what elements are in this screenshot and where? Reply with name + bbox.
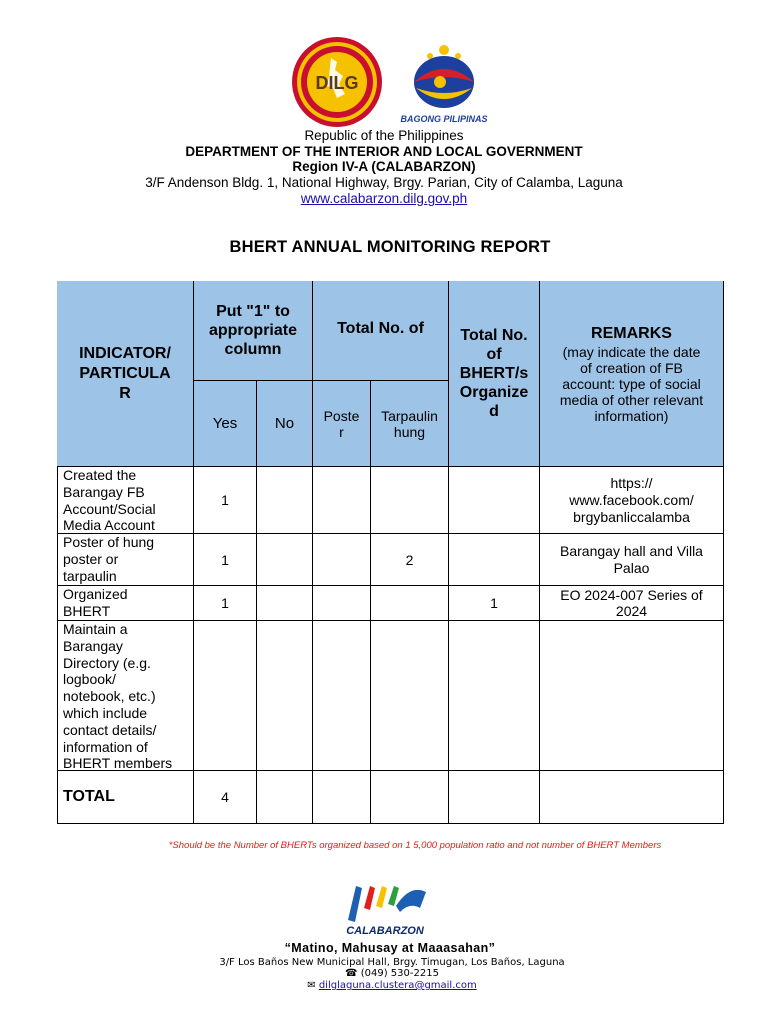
footer-email xyxy=(0,980,768,991)
total-bhert xyxy=(449,771,540,824)
cell-poster xyxy=(313,586,371,621)
cell-tarpaulin xyxy=(371,586,449,621)
header-poster: Poste r xyxy=(313,381,371,467)
cell-yes: 1 xyxy=(194,534,257,586)
cell-yes xyxy=(194,621,257,771)
header-tarpaulin: Tarpaulin hung xyxy=(371,381,449,467)
total-label: TOTAL xyxy=(57,771,194,824)
total-tarpaulin xyxy=(371,771,449,824)
region-line: Region IV-A (CALABARZON) xyxy=(292,159,476,174)
total-yes: 4 xyxy=(194,771,257,824)
header-yes: Yes xyxy=(194,381,257,467)
cell-bhert: 1 xyxy=(449,586,540,621)
calabarzon-logo-text: CALABARZON xyxy=(346,925,424,937)
cell-remarks: Barangay hall and Villa Palao xyxy=(540,534,724,586)
cell-bhert xyxy=(449,467,540,534)
phone-icon: ☎ xyxy=(345,968,358,979)
footer-address: 3/F Los Baños New Municipal Hall, Brgy. Timugan, Los Baños, Laguna xyxy=(219,957,565,968)
republic-line: Republic of the Philippines xyxy=(304,128,464,143)
cell-no xyxy=(257,534,313,586)
cell-no xyxy=(257,467,313,534)
cell-tarpaulin: 2 xyxy=(371,534,449,586)
total-poster xyxy=(313,771,371,824)
header-no: No xyxy=(257,381,313,467)
calabarzon-logo xyxy=(340,878,430,938)
header-total-bhert: Total No. of BHERT/s Organize d xyxy=(449,281,540,467)
email-link[interactable]: dilglaguna.clustera@gmail.com xyxy=(318,980,477,991)
cell-bhert xyxy=(449,621,540,771)
address-line: 3/F Andenson Bldg. 1, National Highway, Brgy. Parian, City of Calamba, Laguna xyxy=(145,175,623,190)
motto: “Matino, Mahusay at Maaasahan” xyxy=(284,941,496,955)
total-remarks xyxy=(540,771,724,824)
cell-remarks xyxy=(540,621,724,771)
footer-phone: ☎ (049) 530-2215 xyxy=(345,968,439,979)
cell-bhert xyxy=(449,534,540,586)
website-link[interactable]: www.calabarzon.dilg.gov.ph xyxy=(300,191,468,206)
dilg-seal-logo xyxy=(291,36,383,128)
cell-no xyxy=(257,586,313,621)
department-line: DEPARTMENT OF THE INTERIOR AND LOCAL GOVERNMENT xyxy=(185,144,583,159)
total-no xyxy=(257,771,313,824)
cell-yes: 1 xyxy=(194,586,257,621)
table-row-indicator: Created the Barangay FB Account/Social Media Account xyxy=(57,467,194,534)
table-row-indicator: Maintain a Barangay Directory (e.g. logbook/ notebook, etc.) which include contact details/ information of BHERT members xyxy=(57,621,194,771)
cell-poster xyxy=(313,467,371,534)
monitoring-table xyxy=(57,281,724,824)
header-indicator: INDICATOR/ PARTICULA R xyxy=(57,281,194,467)
dilg-logo-text: DILG xyxy=(315,73,359,93)
cell-tarpaulin xyxy=(371,467,449,534)
bagong-pilipinas-logo xyxy=(400,36,488,128)
cell-yes: 1 xyxy=(194,467,257,534)
table-row-indicator: Organized BHERT xyxy=(57,586,194,621)
bagong-pilipinas-text: BAGONG PILIPINAS xyxy=(400,114,488,124)
table-row-indicator: Poster of hung poster or tarpaulin xyxy=(57,534,194,586)
cell-tarpaulin xyxy=(371,621,449,771)
header-put-one: Put "1" to appropriate column xyxy=(194,281,313,381)
cell-no xyxy=(257,621,313,771)
cell-remarks: https:// www.facebook.com/ brgybanliccalamba xyxy=(540,467,724,534)
cell-poster xyxy=(313,534,371,586)
header-total-no-of: Total No. of xyxy=(313,281,449,381)
cell-poster xyxy=(313,621,371,771)
header-remarks: REMARKS (may indicate the date of creation of FB account: type of social media of other relevant information) xyxy=(540,281,724,467)
report-title: BHERT ANNUAL MONITORING REPORT xyxy=(229,238,551,256)
email-icon: ✉ xyxy=(307,980,316,991)
footnote: *Should be the Number of BHERTs organized based on 1 5,000 population ratio and not number of BHERT Members xyxy=(168,840,662,851)
cell-remarks: EO 2024-007 Series of 2024 xyxy=(540,586,724,621)
